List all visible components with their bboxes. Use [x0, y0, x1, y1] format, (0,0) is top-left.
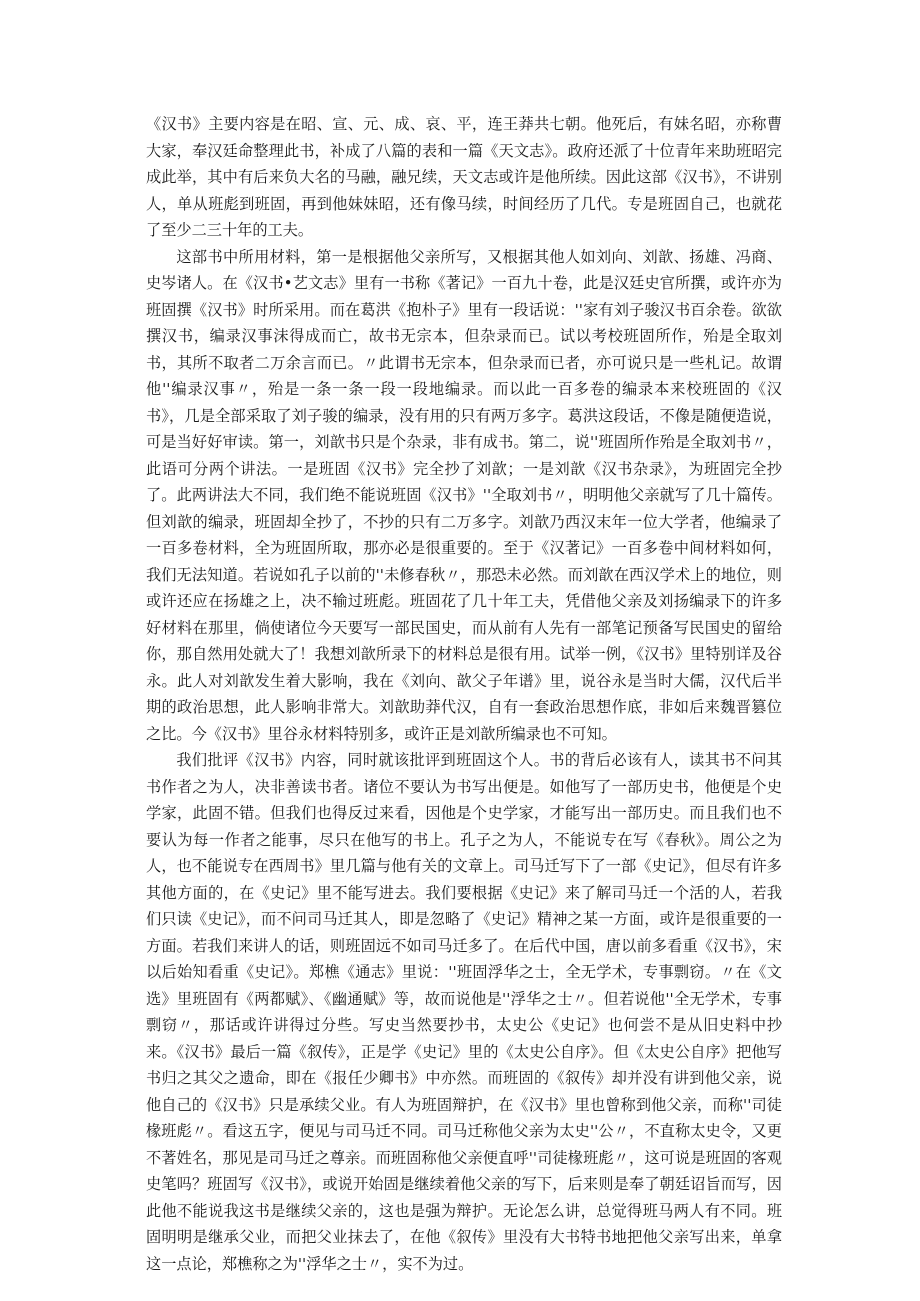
- paragraph-1: 《汉书》主要内容是在昭、宣、元、成、哀、平，连王莽共七朝。他死后，有妹名昭，亦称曹大家，奉汉廷命整理此书，补成了八篇的表和一篇《天文志》。政府还派了十位青年来助班昭完成此举，其中有后来负大名的马融，融兄续，天文志或许是他所续。因此这部《汉书》，不讲别人，单从班彪到班固，再到他妹妹昭，还有像马续，时间经历了几代。专是班固自己，也就花了至少二三十年的工夫。: [146, 115, 782, 239]
- paragraph-2: 这部书中所用材料，第一是根据他父亲所写，又根据其他人如刘向、刘歆、扬雄、冯商、史岑诸人。在《汉书•艺文志》里有一书称《著记》一百九十卷，此是汉廷史官所撰，或许亦为班固撰《汉书》时所采用。而在葛洪《抱朴子》里有一段话说：''家有刘子骏汉书百余卷。欲欲撰汉书，编录汉事沫得成而亡，故书无宗本，但杂录而已。试以考校班固所作，殆是全取刘书，其所不取者二万余言而已。〃此谓书无宗本，但杂录而已者，亦可说只是一些札记。故谓他''编录汉事〃，殆是一条一条一段一段地编录。而以此一百多卷的编录本来校班固的《汉书》，几是全部采取了刘子骏的编录，没有用的只有两万多字。葛洪这段话，不像是随便造说，可是当好好审读。第一，刘歆书只是个杂录，非有成书。第二，说''班固所作殆是全取刘书〃，此语可分两个讲法。一是班固《汉书》完全抄了刘歆；一是刘歆《汉书杂录》，为班固完全抄了。此两讲法大不同，我们绝不能说班固《汉书》''全取刘书〃，明明他父亲就写了几十篇传。但刘歆的编录，班固却全抄了，不抄的只有二万多字。刘歆乃西汉末年一位大学者，他编录了一百多卷材料，全为班固所取，那亦必是很重要的。至于《汉著记》一百多卷中间材料如何，我们无法知道。若说如孔子以前的''未修春秋〃，那恐未必然。而刘歆在西汉学术上的地位，则或许还应在扬雄之上，决不输过班彪。班固花了几十年工夫，凭借他父亲及刘扬编录下的许多好材料在那里，倘使诸位今天要写一部民国史，而从前有人先有一部笔记预备写民国史的留给你，那自然用处就大了！我想刘歆所录下的材料总是很有用。试举一例，《汉书》里特别详及谷永。此人对刘歆发生着大影响，我在《刘向、歆父子年谱》里，说谷永是当时大儒，汉代后半期的政治思想，此人影响非常大。刘歆助莽代汉，自有一套政治思想作底，非如后来魏晋篡位之比。今《汉书》里谷永材料特别多，或许正是刘歆所编录也不可知。: [146, 247, 782, 743]
- paragraph-3: 我们批评《汉书》内容，同时就该批评到班固这个人。书的背后必该有人，读其书不问其书作者之为人，决非善读书者。诸位不要认为书写出便是。如他写了一部历史书，他便是个史学家，此固不错。但我们也得反过来看，因他是个史学家，才能写出一部历史。而且我们也不要认为每一作者之能事，尽只在他写的书上。孔子之为人，不能说专在写《春秋》。周公之为人，也不能说专在西周书》里几篇与他有关的文章上。司马迁写下了一部《史记》，但尽有许多其他方面的，在《史记》里不能写进去。我们要根据《史记》来了解司马迁一个活的人，若我们只读《史记》，而不问司马迁其人，即是忽略了《史记》精神之某一方面，或许是很重要的一方面。若我们来讲人的话，则班固远不如司马迁多了。在后代中国，唐以前多看重《汉书》，宋以后始知看重《史记》。郑樵《通志》里说：''班固浮华之士，全无学术，专事剽窃。〃在《文选》里班固有《两都赋》、《幽通赋》等，故而说他是''浮华之士〃。但若说他''全无学术，专事剽窃〃，那话或许讲得过分些。写史当然要抄书，太史公《史记》也何尝不是从旧史料中抄来。《汉书》最后一篇《叙传》，正是学《史记》里的《太史公自序》。但《太史公自序》把他写书归之其父之遗命，即在《报任少卿书》中亦然。而班固的《叙传》却并没有讲到他父亲，说他自己的《汉书》只是承续父业。有人为班固辩护，在《汉书》里也曾称到他父亲，而称''司徒椽班彪〃。看这五字，便见与司马迁不同。司马迁称他父亲为太史''公〃，不直称太史令，又更不著姓名，那见是司马迁之尊亲。而班固称他父亲便直呼''司徒椽班彪〃，这可说是班固的客观史笔吗？班固写《汉书》，或说开始固是继续着他父亲的写下，后来则是奉了朝廷诏旨而写，因此他不能说我这书是继续父亲的，这也是强为辩护。无论怎么讲，总觉得班马两人有不同。班固明明是继承父业，而把父业抹去了，在他《叙传》里没有大书特书地把他父亲写出来，单拿这一点论，郑樵称之为''浮华之士〃，实不为过。: [146, 751, 782, 1273]
- document-body: [146, 111, 782, 1277]
